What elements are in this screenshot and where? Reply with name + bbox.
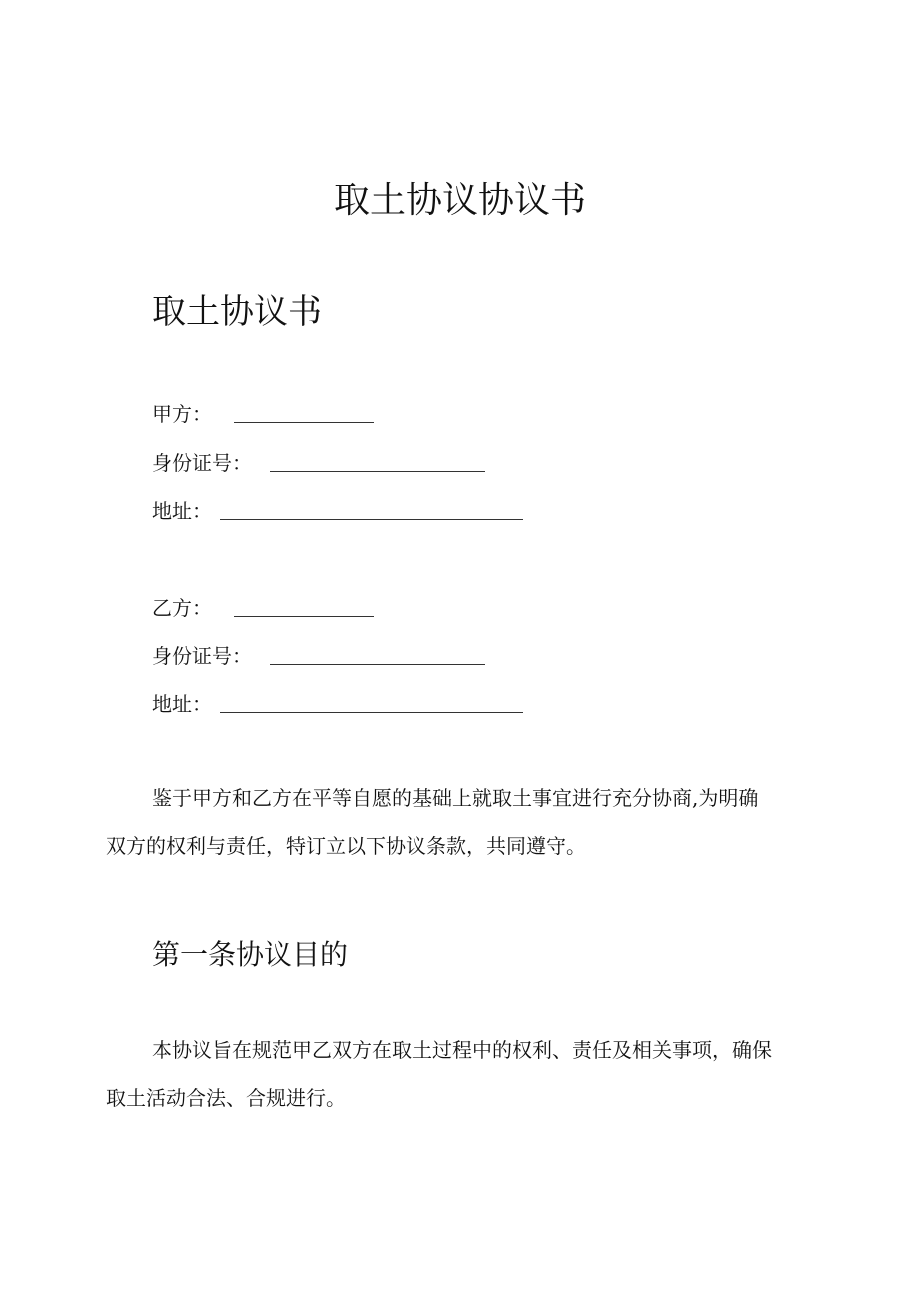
party-b-id-blank[interactable] bbox=[270, 663, 485, 665]
party-b-address-field bbox=[152, 688, 523, 718]
preamble-line-1: 鉴于甲方和乙方在平等自愿的基础上就取土事宜进行充分协商,为明确 bbox=[152, 786, 759, 810]
party-a-id-label: 身份证号： bbox=[152, 451, 252, 475]
party-b-id-field bbox=[152, 640, 485, 670]
party-a-name-blank[interactable] bbox=[234, 421, 374, 423]
article-1-line-1: 本协议旨在规范甲乙双方在取土过程中的权利、责任及相关事项，确保 bbox=[152, 1038, 772, 1062]
article-1-paragraph bbox=[106, 1026, 824, 1122]
party-b-id-label: 身份证号： bbox=[152, 644, 252, 668]
article-1-line-2: 取土活动合法、合规进行。 bbox=[106, 1086, 346, 1110]
party-b-name-label: 乙方： bbox=[152, 596, 212, 620]
party-a-address-label: 地址： bbox=[152, 499, 212, 523]
party-a-name-field bbox=[152, 398, 374, 428]
party-a-address-field bbox=[152, 495, 523, 525]
party-a-id-field bbox=[152, 447, 485, 477]
party-b-address-label: 地址： bbox=[152, 692, 212, 716]
preamble-line-2: 双方的权利与责任，特订立以下协议条款，共同遵守。 bbox=[106, 834, 586, 858]
article-1-heading: 第一条协议目的 bbox=[152, 938, 349, 971]
document-title: 取土协议协议书 bbox=[333, 180, 586, 221]
preamble-paragraph bbox=[106, 774, 824, 870]
party-b-address-blank[interactable] bbox=[220, 711, 523, 713]
party-a-name-label: 甲方： bbox=[152, 402, 212, 426]
main-heading: 取土协议书 bbox=[152, 292, 322, 332]
party-a-id-blank[interactable] bbox=[270, 470, 485, 472]
party-b-name-field bbox=[152, 592, 374, 622]
party-a-address-blank[interactable] bbox=[220, 518, 523, 520]
party-b-name-blank[interactable] bbox=[234, 615, 374, 617]
